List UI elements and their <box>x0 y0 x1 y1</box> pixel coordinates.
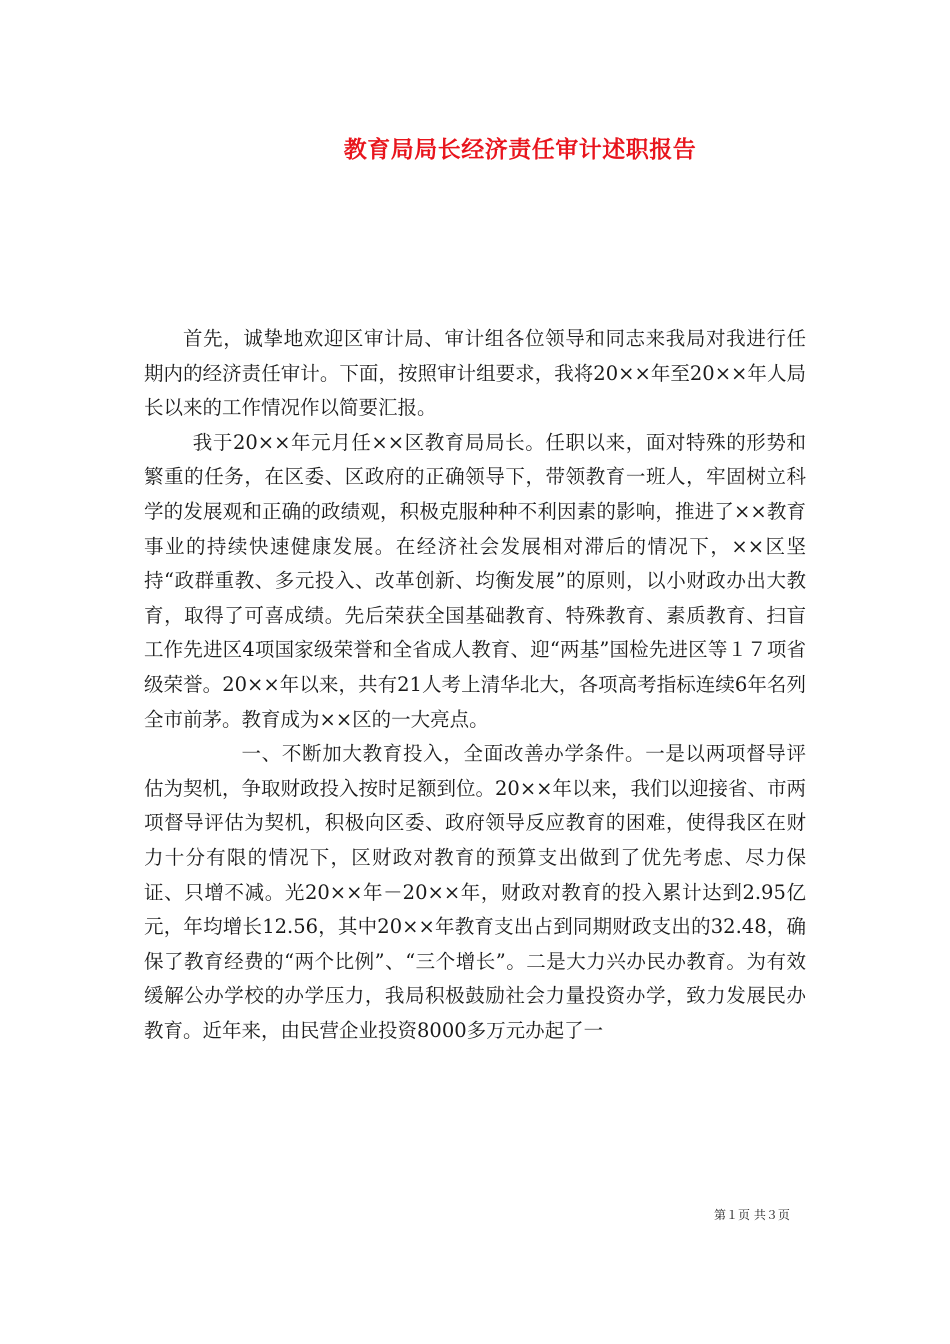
document-title: 教育局局长经济责任审计述职报告 <box>343 136 697 163</box>
paragraph-background: 我于20××年元月任××区教育局局长。任职以来，面对特殊的形势和繁重的任务，在区委、区政府的正确领导下，带领教育一班人，牢固树立科学的发展观和正确的政绩观，积极克服种种不利因素的影响，推进了××教育事业的持续快速健康发展。在经济社会发展相对滞后的情况下，××区坚持“政群重教、多元投入、改革创新、均衡发展”的原则，以小财政办出大教育，取得了可喜成绩。先后荣获全国基础教育、特殊教育、素质教育、扫盲工作先进区4项国家级荣誉和全省成人教育、迎“两基”国检先进区等１７项省级荣誉。20××年以来，共有21人考上清华北大，各项高考指标连续6年名列全市前茅。教育成为××区的一大亮点。 <box>144 430 806 731</box>
page-number: 第１页 共３页 <box>714 1208 790 1222</box>
paragraph-section-one: 一、不断加大教育投入，全面改善办学条件。一是以两项督导评估为契机，争取财政投入按时足额到位。20××年以来，我们以迎接省、市两项督导评估为契机，积极向区委、政府领导反应教育的困难，使得我区在财力十分有限的情况下，区财政对教育的预算支出做到了优先考虑、尽力保证、只增不减。光20××年－20××年，财政对教育的投入累计达到2.95亿元，年均增长12.56，其中20××年教育支出占到同期财政支出的32.48，确保了教育经费的“两个比例”、“三个增长”。二是大力兴办民办教育。为有效缓解公办学校的办学压力，我局积极鼓励社会力量投资办学，致力发展民办教育。近年来，由民营企业投资8000多万元办起了一 <box>144 742 806 1042</box>
document-body <box>144 322 806 1048</box>
paragraph-intro: 首先，诚挚地欢迎区审计局、审计组各位领导和同志来我局对我进行任期内的经济责任审计。下面，按照审计组要求，我将20××年至20××年人局长以来的工作情况作以简要汇报。 <box>144 327 806 420</box>
